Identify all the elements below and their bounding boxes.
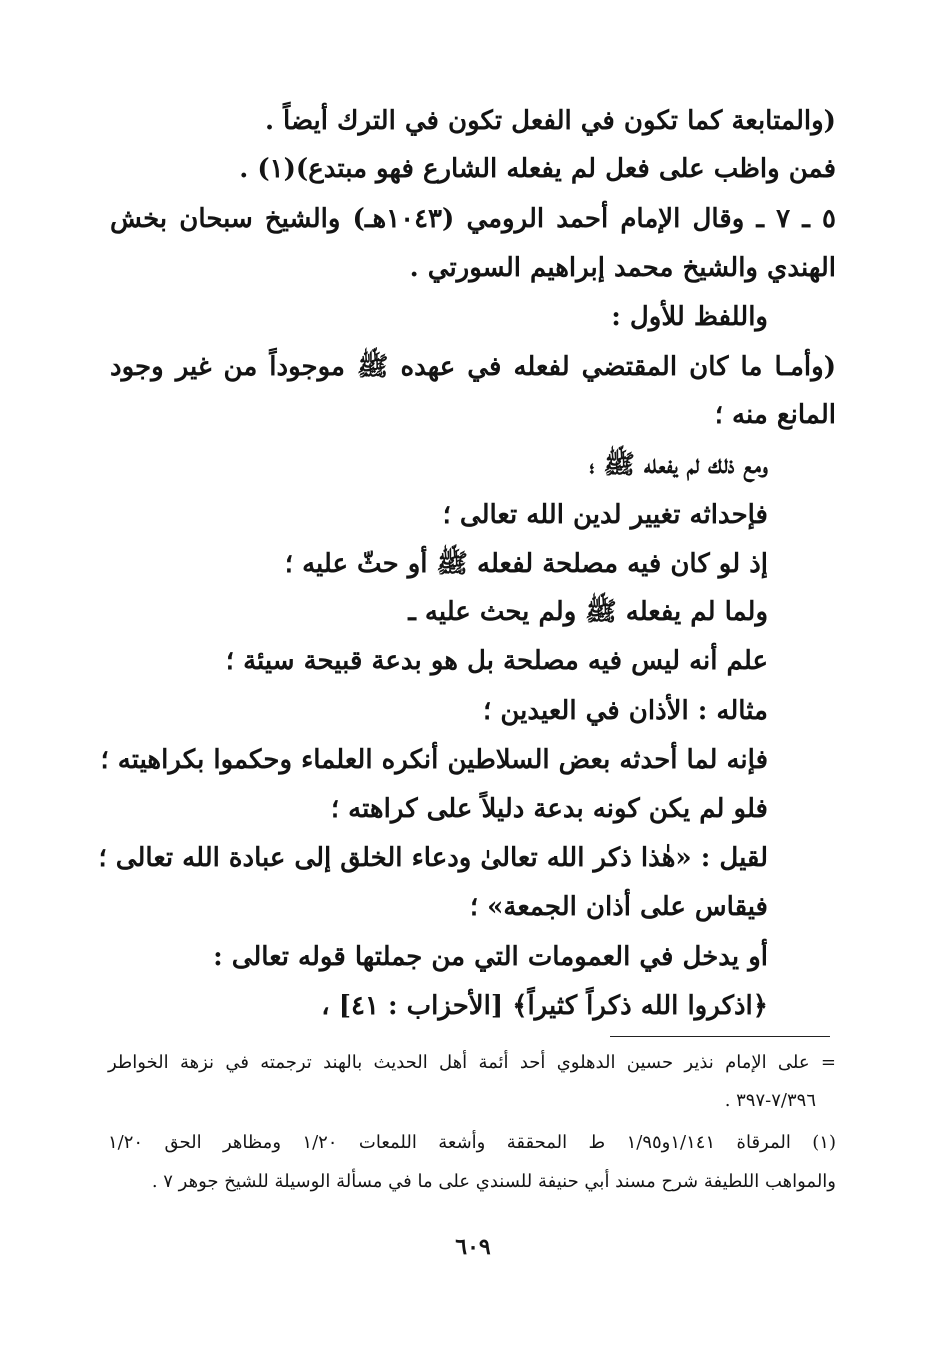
footnote-line-4: والمواهب اللطيفة شرح مسند أبي حنيفة للسندي على ما في مسألة الوسيلة للشيخ جوهر ٧ . bbox=[151, 1171, 836, 1192]
body-line-7: المانع منه ؛ bbox=[714, 400, 836, 430]
quran-verse: ﴿اذكروا الله ذكراً كثيراً﴾ bbox=[512, 991, 768, 1021]
body-line-15: فلو لم يكن كونه بدعة دليلاً على كراهته ؛ bbox=[330, 794, 768, 824]
body-line-9: فإحداثه تغيير لدين الله تعالى ؛ bbox=[442, 500, 768, 530]
body-line-16: لقيل : «هٰذا ذكر الله تعالىٰ ودعاء الخلق إلى عبادة الله تعالى ؛ bbox=[98, 843, 768, 873]
footnote-line-1: = على الإمام نذير حسين الدهلوي أحد أئمة أهل الحديث بالهند ترجمته في نزهة الخواطر bbox=[108, 1052, 836, 1073]
footnote-line-2: ٧/٣٩٦-٣٩٧ . bbox=[724, 1090, 816, 1111]
body-line-14: فإنه لما أحدثه بعض السلاطين أنكره العلماء وحكموا بكراهيته ؛ bbox=[100, 745, 768, 775]
body-line-11: ولما لم يفعله ﷺ ولم يحث عليه ـ bbox=[408, 597, 768, 627]
body-line-13 bbox=[483, 691, 768, 731]
body-line-1: (والمتابعة كما تكون في الفعل تكون في الترك أيضاً . bbox=[264, 106, 836, 136]
body-line-17: فيقاس على أذان الجمعة» ؛ bbox=[469, 892, 768, 922]
body-line-5: واللفظ للأول : bbox=[611, 302, 768, 332]
page-number: ٦٠٩ bbox=[455, 1234, 491, 1260]
body-line-12: علم أنه ليس فيه مصلحة بل هو بدعة قبيحة سيئة ؛ bbox=[225, 646, 768, 676]
verse-reference: [الأحزاب : ٤١] ، bbox=[321, 991, 504, 1021]
body-line-18: أو يدخل في العمومات التي من جملتها قوله تعالى : bbox=[213, 942, 768, 972]
body-line-10: إذ لو كان فيه مصلحة لفعله ﷺ أو حثّ عليه ؛ bbox=[284, 549, 768, 579]
body-line-3: ٥ ـ ٧ ـ وقال الإمام أحمد الرومي (١٠٤٣هـ) والشيخ سبحان بخش bbox=[110, 204, 836, 234]
example-label: مثاله : bbox=[697, 696, 768, 726]
body-line-19 bbox=[321, 986, 768, 1026]
body-line-2: فمن واظب على فعل لم يفعله الشارع فهو مبتدع)(١) . bbox=[239, 154, 836, 184]
example-text: الأذان في العيدين ؛ bbox=[483, 696, 689, 726]
body-line-6: (وأمـا ما كان المقتضي لفعله في عهده ﷺ موجوداً من غير وجود bbox=[110, 352, 836, 382]
body-line-8: ومع ذلك لم يفعله ﷺ ؛ bbox=[589, 450, 768, 480]
footnote-separator bbox=[610, 1036, 830, 1037]
footnote-line-3: (١) المرقاة ١/١٤١و١/٩٥ ط المحققة وأشعة اللمعات ١/٢٠ ومظاهر الحق ١/٢٠ bbox=[108, 1132, 836, 1153]
body-line-4: الهندي والشيخ محمد إبراهيم السورتي . bbox=[409, 253, 836, 283]
